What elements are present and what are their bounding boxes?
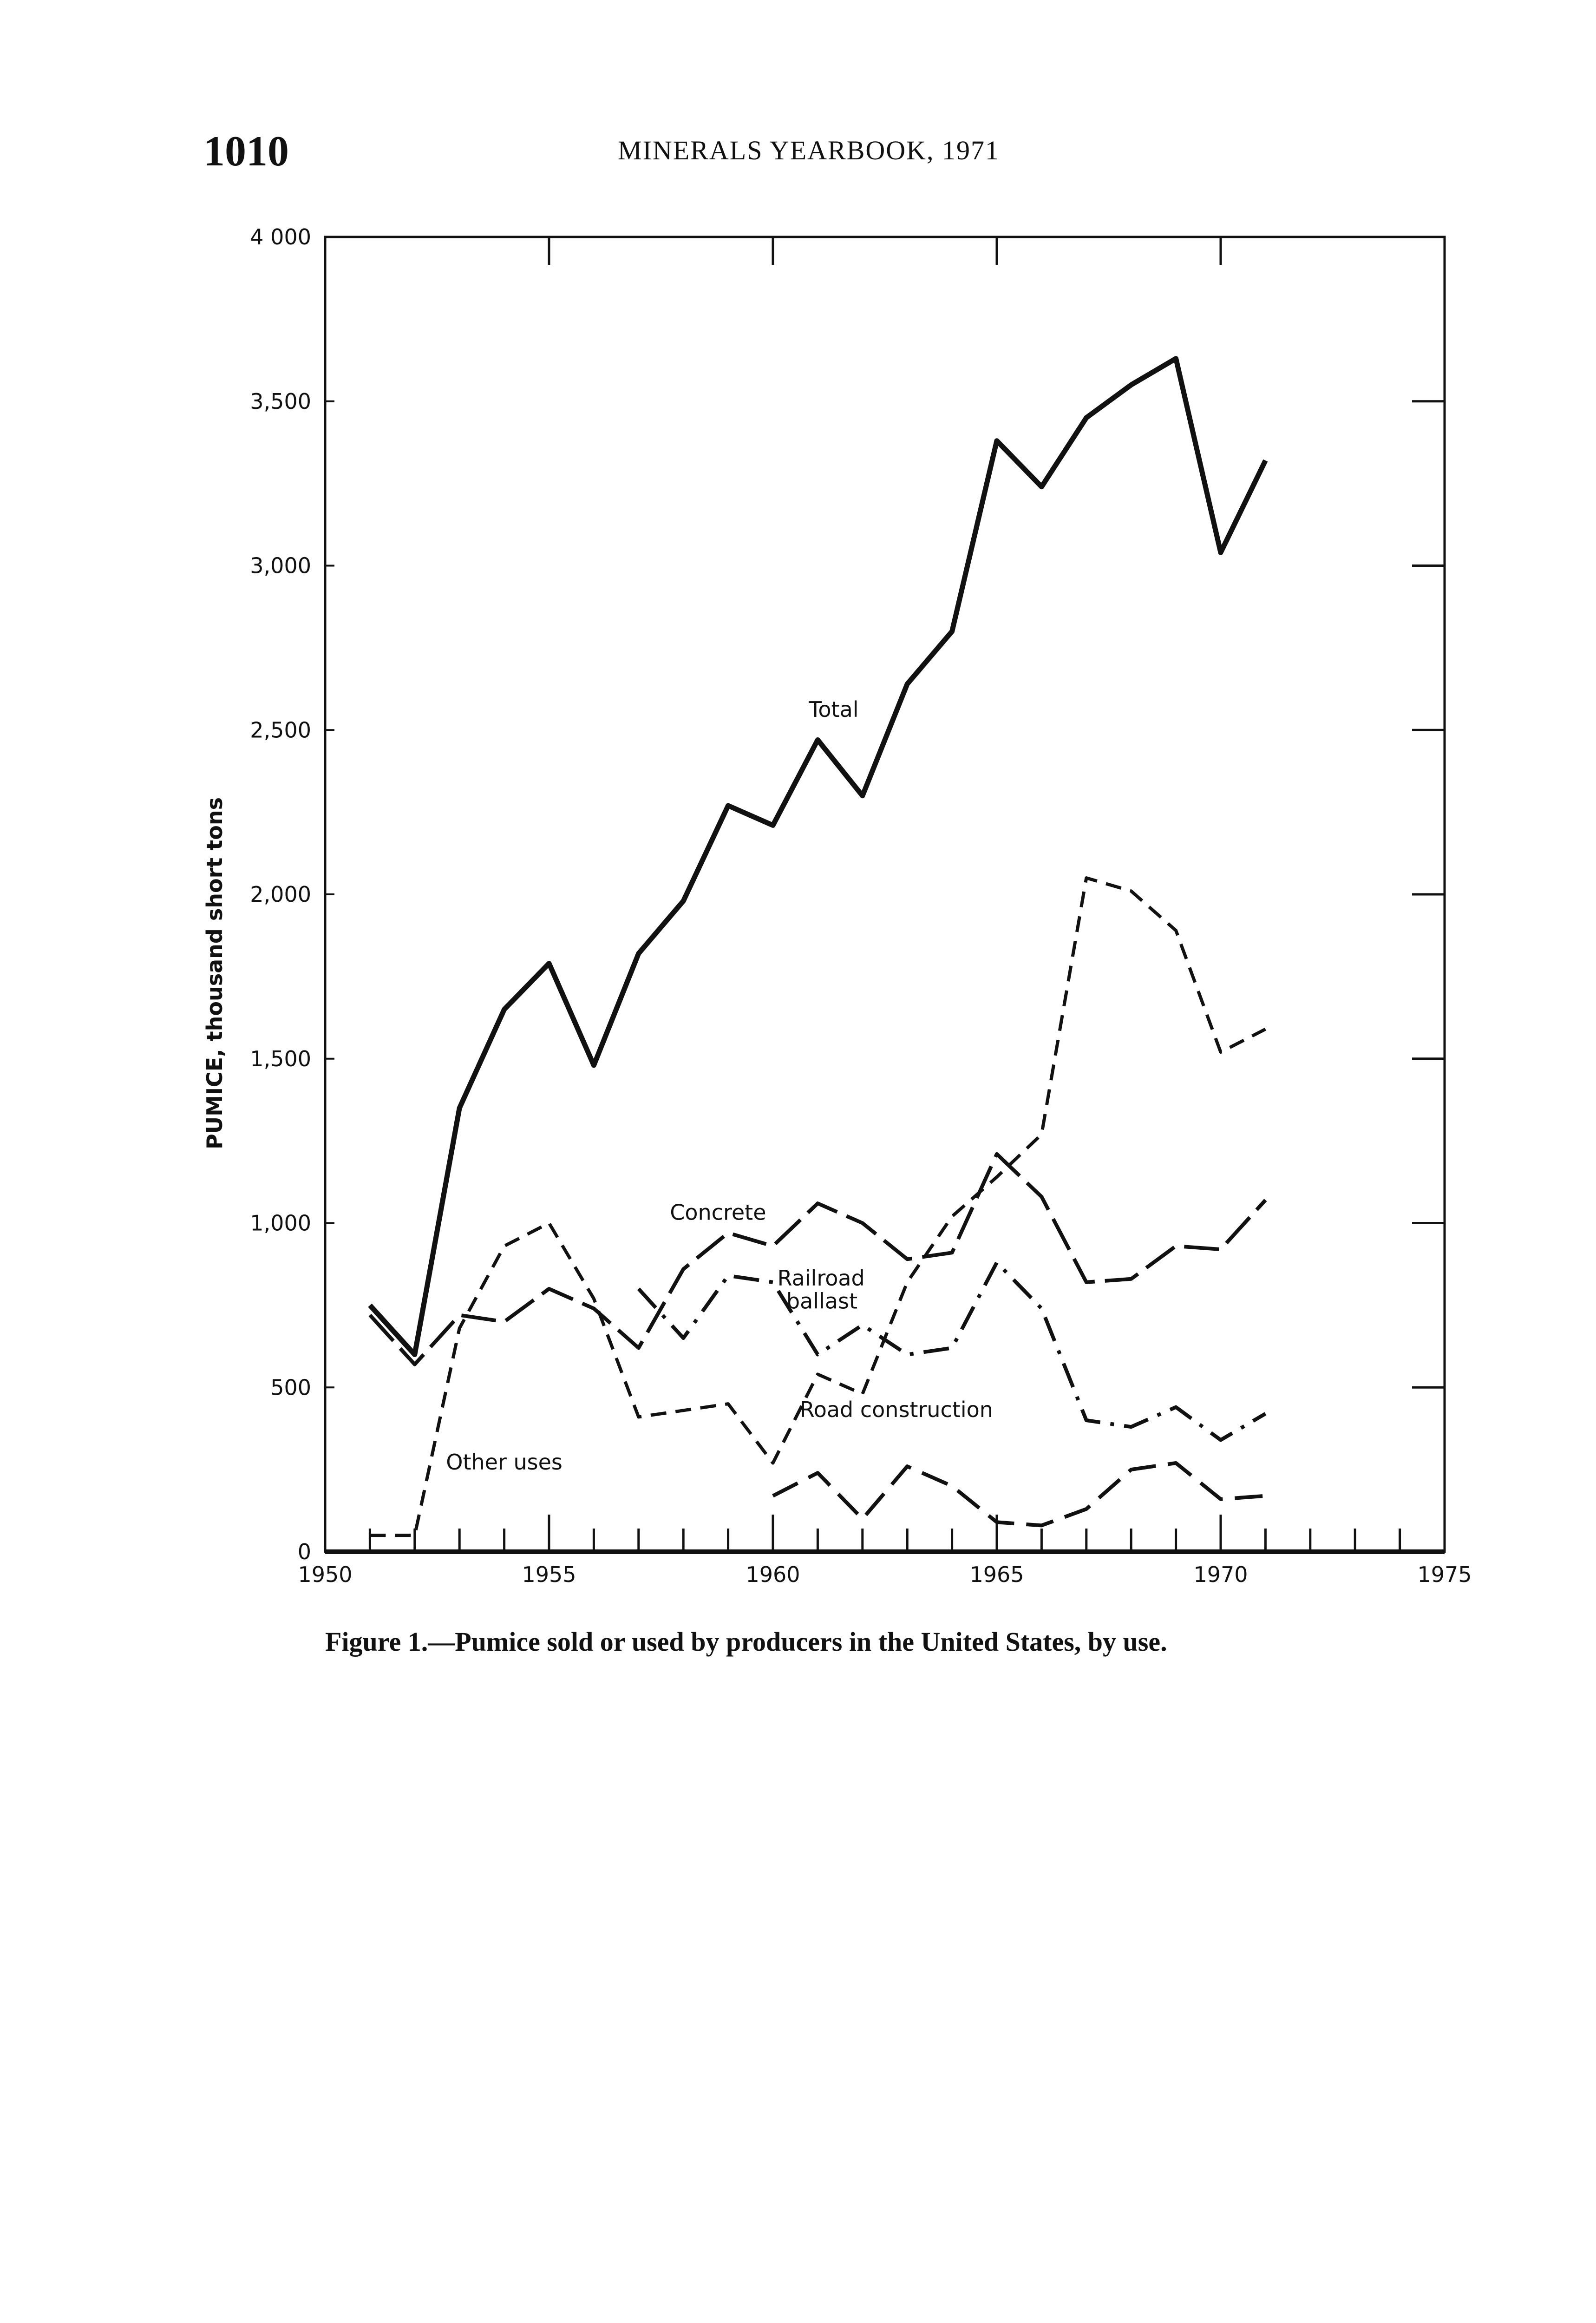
y-tick-label: 2,500: [250, 717, 311, 743]
series-line-concrete: [370, 1154, 1265, 1365]
x-tick-label: 1965: [969, 1562, 1024, 1587]
axis-ticks: [325, 237, 1445, 1552]
x-tick-label: 1955: [522, 1562, 576, 1587]
x-tick-label: 1975: [1417, 1562, 1472, 1587]
y-axis-title: PUMICE, thousand short tons: [202, 797, 227, 1149]
y-tick-label: 3,500: [250, 388, 311, 414]
series-label-railroad: Railroad: [777, 1265, 865, 1291]
figure-caption: Figure 1.—Pumice sold or used by producers in the United States, by use.: [325, 1627, 1167, 1657]
series-line-other-uses: [773, 1463, 1265, 1525]
series-labels: [446, 697, 993, 1475]
page-number: 1010: [203, 127, 289, 175]
y-tick-label: 0: [297, 1539, 311, 1564]
series-label-ballast: ballast: [786, 1288, 858, 1314]
series-label-total: Total: [809, 696, 859, 722]
x-tick-label: 1970: [1193, 1562, 1248, 1587]
tick-labels: [250, 224, 1472, 1587]
y-tick-label: 500: [270, 1375, 311, 1400]
y-tick-label: 3,000: [250, 553, 311, 578]
y-tick-label: 1,500: [250, 1046, 311, 1071]
plot-frame: [325, 237, 1445, 1552]
series-label-road-construction: Road construction: [799, 1397, 993, 1422]
series-lines: [370, 359, 1265, 1536]
y-tick-label: 4 000: [250, 224, 311, 249]
y-tick-label: 2,000: [250, 882, 311, 907]
x-tick-label: 1950: [298, 1562, 353, 1587]
y-tick-label: 1,000: [250, 1210, 311, 1236]
plot-border: [325, 237, 1445, 1552]
series-line-road-construction: [370, 878, 1265, 1536]
x-tick-label: 1960: [746, 1562, 800, 1587]
running-head: MINERALS YEARBOOK, 1971: [618, 135, 1000, 165]
series-label-other-uses: Other uses: [446, 1450, 563, 1475]
series-label-concrete: Concrete: [670, 1200, 766, 1225]
